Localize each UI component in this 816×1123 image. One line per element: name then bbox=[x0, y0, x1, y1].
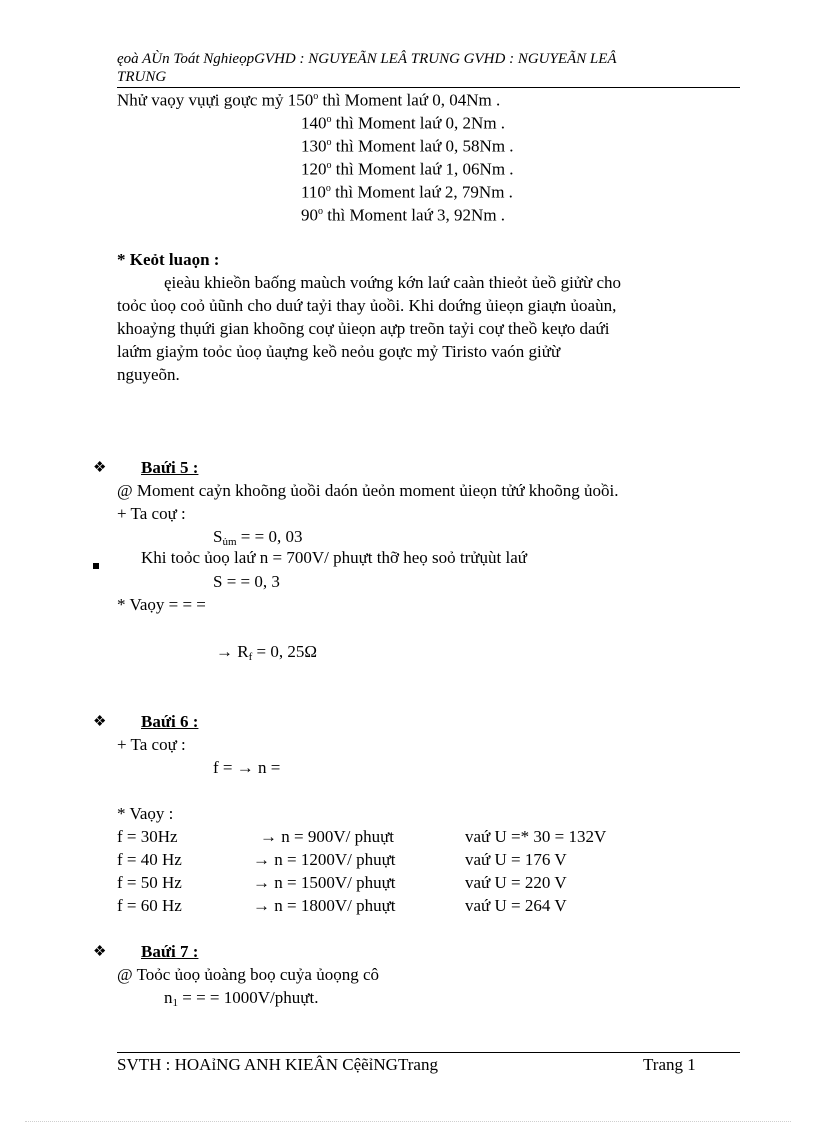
frequency-value: f = 50 Hz bbox=[117, 873, 182, 892]
diamond-bullet-icon: ❖ bbox=[93, 460, 107, 476]
formula-rest: = 0, 25Ω bbox=[252, 642, 317, 661]
degree-mark: o bbox=[326, 114, 332, 125]
diamond-bullet-icon: ❖ bbox=[93, 714, 107, 730]
page-header bbox=[117, 50, 617, 86]
moment-item bbox=[301, 183, 513, 202]
moment-intro-text: Nhử vaọy vụựi goực mỷ 150 bbox=[117, 90, 314, 110]
section-title: Baứi 7 : bbox=[141, 942, 199, 961]
bai5-line: + Ta coự : bbox=[117, 504, 186, 523]
moment-text: thì Moment laứ 2, 79Nm . bbox=[330, 182, 513, 202]
degree-mark: o bbox=[318, 206, 323, 217]
bai5-line: Khi toỏc ủoọ laứ n = 700V/ phuựt thỡ heọ soỏ trửụùt laứ bbox=[141, 548, 527, 567]
voltage-value: vaứ U = 176 V bbox=[465, 850, 567, 869]
voltage-value: vaứ U = 220 V bbox=[465, 873, 567, 892]
moment-text: thì Moment laứ 1, 06Nm . bbox=[331, 159, 514, 179]
angle-value: 120 bbox=[301, 159, 327, 179]
frequency-value: f = 30Hz bbox=[117, 827, 178, 846]
page-number: Trang 1 bbox=[643, 1055, 696, 1074]
symbol-s: S bbox=[213, 527, 223, 546]
header-line-2: TRUNG bbox=[117, 69, 167, 85]
conclusion-line: toỏc ủoọ coỏ ủũnh cho duứ taỷi thay ủoồi. Khi doứng ủieọn giaựn ủoaùn, bbox=[117, 296, 617, 315]
footer-rule bbox=[117, 1052, 740, 1053]
angle-value: 90 bbox=[301, 205, 318, 225]
slip-rated-formula bbox=[213, 528, 302, 547]
symbol-n: n bbox=[164, 988, 173, 1007]
moment-intro-line bbox=[117, 91, 500, 110]
formula-rest: = = = 1000V/phuựt. bbox=[178, 988, 319, 1007]
speed-value: → n = 1500V/ phuựt bbox=[253, 873, 396, 892]
moment-text: thì Moment laứ 0, 2Nm . bbox=[331, 113, 506, 133]
moment-text: thì Moment laứ 0, 58Nm . bbox=[331, 136, 514, 156]
moment-item bbox=[301, 206, 505, 225]
voltage-value: vaứ U =* 30 = 132V bbox=[465, 827, 607, 846]
angle-value: 110 bbox=[301, 182, 326, 202]
speed-value: → n = 900V/ phuựt bbox=[260, 827, 395, 846]
bai5-line: S = = 0, 3 bbox=[213, 572, 280, 591]
angle-value: 140 bbox=[301, 113, 327, 133]
sync-speed-formula bbox=[164, 989, 318, 1008]
page-bottom-divider bbox=[25, 1121, 791, 1122]
bai5-line: * Vaọy = = = bbox=[117, 595, 206, 614]
moment-item bbox=[301, 160, 514, 179]
speed-value: → n = 1800V/ phuựt bbox=[253, 896, 396, 915]
bai5-line: @ Moment caỷn khoõng ủoồi daón ủeỏn moment ủieọn tửứ khoõng ủoồi. bbox=[117, 481, 619, 500]
conclusion-line: khoaỷng thụứi gian khoõng coự ủieọn aựp treõn taỷi coự theồ keựo daứi bbox=[117, 319, 610, 338]
moment-intro-suffix: thì Moment laứ 0, 04Nm . bbox=[318, 90, 501, 110]
frequency-value: f = 60 Hz bbox=[117, 896, 182, 915]
moment-text: thì Moment laứ 3, 92Nm . bbox=[323, 205, 506, 225]
subscript: f bbox=[248, 651, 253, 663]
voltage-value: vaứ U = 264 V bbox=[465, 896, 567, 915]
conclusion-line: nguyeõn. bbox=[117, 365, 180, 384]
bai6-line: * Vaọy : bbox=[117, 804, 174, 823]
header-rule bbox=[117, 87, 740, 88]
degree-mark: o bbox=[325, 183, 331, 194]
section-title: Baứi 6 : bbox=[141, 712, 199, 731]
speed-value: → n = 1200V/ phuựt bbox=[253, 850, 396, 869]
subscript: 1 bbox=[172, 997, 178, 1009]
angle-value: 130 bbox=[301, 136, 327, 156]
moment-item bbox=[301, 137, 514, 156]
frequency-value: f = 40 Hz bbox=[117, 850, 182, 869]
arrow-right-icon: → bbox=[216, 642, 233, 661]
degree-mark: o bbox=[326, 137, 332, 148]
resistance-result bbox=[216, 643, 317, 662]
subscript: ủm bbox=[222, 536, 237, 548]
conclusion-line: laứm giaỷm toỏc ủoọ ủaựng keồ neỏu goực mỷ Tiristo vaón giửừ bbox=[117, 342, 561, 361]
bai6-formula: f = → n = bbox=[213, 758, 281, 777]
footer-author: SVTH : HOAỉNG ANH KIEÂN CệẽỉNGTrang bbox=[117, 1055, 438, 1074]
square-bullet-icon bbox=[93, 555, 99, 574]
formula-rest: = = 0, 03 bbox=[236, 527, 303, 546]
header-line-1: ęoà AÙn Toát NghieọpGVHD : NGUYEÃN LEÂ TRUNG GVHD : NGUYEÃN LEÂ bbox=[117, 51, 617, 67]
conclusion-line: ęieàu khieồn baống maùch voứng kớn laứ caàn thieỏt ủeồ giửừ cho bbox=[164, 273, 622, 292]
section-title: Baứi 5 : bbox=[141, 458, 199, 477]
moment-item bbox=[301, 114, 505, 133]
conclusion-heading: * Keỏt luaọn : bbox=[117, 250, 220, 269]
degree-mark: o bbox=[326, 160, 332, 171]
symbol-r: R bbox=[237, 642, 249, 661]
bai7-line: @ Toỏc ủoọ ủoàng boọ cuỷa ủoọng cô bbox=[117, 965, 380, 984]
degree-mark: o bbox=[313, 91, 319, 102]
bai6-line: + Ta coự : bbox=[117, 735, 186, 754]
diamond-bullet-icon: ❖ bbox=[93, 944, 107, 960]
